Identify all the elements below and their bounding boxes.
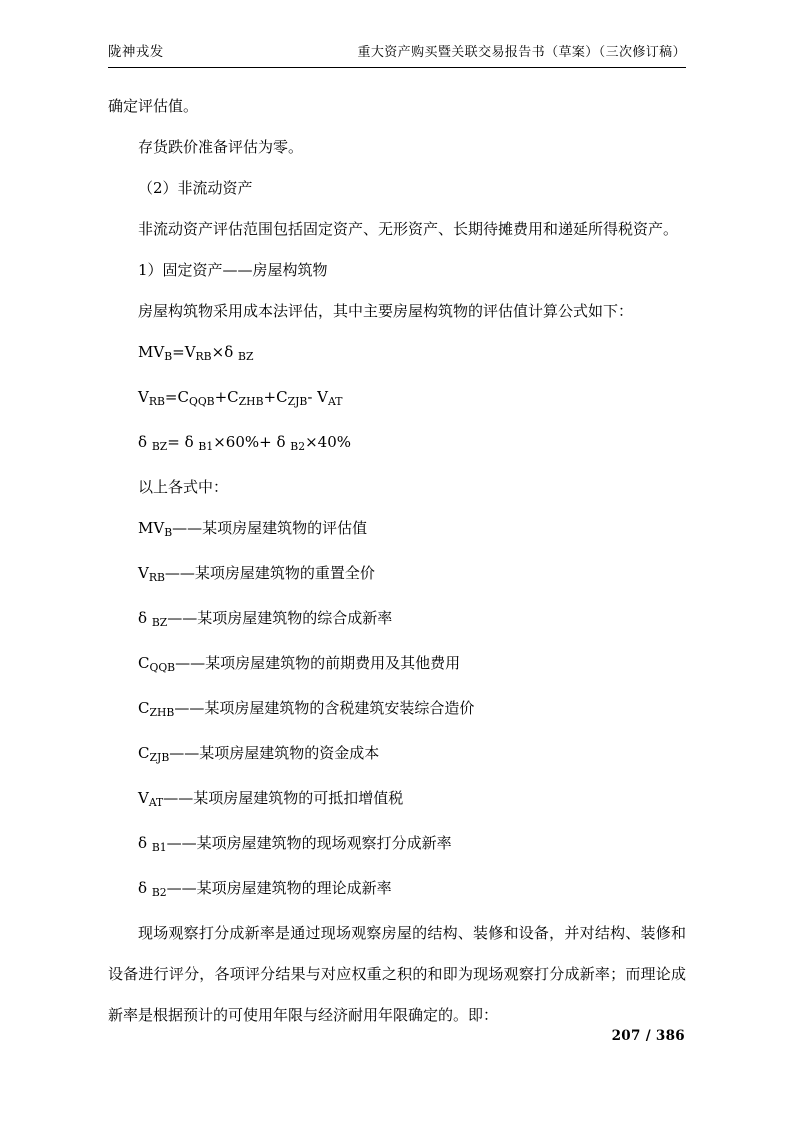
definition-symbol: V [138, 789, 149, 808]
definition-subscript: B2 [151, 886, 167, 900]
heading-fixed-assets-buildings: 1）固定资产——房屋构筑物 [138, 261, 328, 279]
definition-subscript: RB [148, 571, 165, 585]
definition-text: ——某项房屋建筑物的评估值 [172, 519, 368, 538]
formula-text-2: $V_{RB}=C_{QQB}+C_{ZHB}+C_{ZJB}-$ $V_{AT}$ [138, 388, 343, 409]
definition-subscript: ZJB [149, 751, 170, 765]
paragraph-cost-method: 房屋构筑物采用成本法评估，其中主要房屋构筑物的评估值计算公式如下： [138, 302, 634, 320]
definition-symbol: MV [138, 519, 165, 538]
definition-czhb [108, 688, 686, 733]
header-company-name: 陇神戎发 [108, 44, 164, 60]
definition-delta-bz [108, 598, 686, 643]
definition-symbol: C [138, 699, 150, 718]
definition-delta-b2 [108, 868, 686, 913]
paragraph-continuation: 确定评估值。 [108, 97, 199, 115]
definition-subscript: B1 [151, 841, 167, 855]
definition-subscript: BZ [151, 616, 168, 630]
definition-delta-b1 [108, 823, 686, 868]
formula-text-1: $MV_B=V_{RB}\times\delta$ $_{BZ}$ [138, 343, 254, 364]
formula-text-3: δ $_{BZ}$= δ $_{B1}$×60%+ δ $_{B2}$×40% [138, 433, 352, 454]
definition-text: ——某项房屋建筑物的现场观察打分成新率 [166, 834, 452, 853]
paragraph-non-current-scope: 非流动资产评估范围包括固定资产、无形资产、长期待摊费用和递延所得税资产。 [138, 220, 679, 238]
page-number: 207 / 386 [611, 1028, 685, 1044]
definition-symbol: C [138, 654, 150, 673]
formula-vrb [108, 377, 686, 422]
paragraph-inventory-provision: 存货跌价准备评估为零。 [138, 138, 304, 156]
definition-symbol: C [138, 744, 150, 763]
heading-non-current-assets: （2）非流动资产 [138, 179, 253, 197]
definition-symbol: δ [138, 834, 148, 853]
formula-mvb [108, 332, 686, 377]
definition-vrb [108, 553, 686, 598]
definition-czjb [108, 733, 686, 778]
definition-symbol: δ [138, 879, 148, 898]
definition-vat [108, 778, 686, 823]
definition-subscript: AT [148, 796, 164, 810]
definition-text: ——某项房屋建筑物的前期费用及其他费用 [175, 654, 461, 673]
definition-text: ——某项房屋建筑物的可抵扣增值税 [163, 789, 404, 808]
formula-delta-bz [108, 422, 686, 467]
paragraph-legend-intro: 以上各式中： [138, 478, 229, 497]
definition-cqqb [108, 643, 686, 688]
definition-symbol: V [138, 564, 149, 583]
definition-subscript: QQB [149, 661, 176, 675]
definition-text: ——某项房屋建筑物的资金成本 [169, 744, 380, 763]
definition-text: ——某项房屋建筑物的综合成新率 [167, 609, 393, 628]
definition-symbol: δ [138, 609, 148, 628]
header-document-title: 重大资产购买暨关联交易报告书（草案）（三次修订稿） [357, 45, 686, 60]
page-content [108, 40, 686, 1036]
definition-mvb [108, 508, 686, 553]
definition-text: ——某项房屋建筑物的重置全价 [164, 564, 375, 583]
definition-subscript: B [164, 526, 173, 540]
definition-text: ——某项房屋建筑物的含税建筑安装综合造价 [174, 699, 475, 718]
paragraph-scoring-explanation: 现场观察打分成新率是通过现场观察房屋的结构、装修和设备，并对结构、装修和设备进行评分，各项评分结果与对应权重之积的和即为现场观察打分成新率；而理论成新率是根据预计的可使用年限与经济耐用年限确定的。即： [108, 924, 686, 1025]
page-header [108, 40, 686, 68]
document-body [108, 86, 686, 1036]
definition-subscript: ZHB [149, 706, 175, 720]
definition-text: ——某项房屋建筑物的理论成新率 [166, 879, 392, 898]
